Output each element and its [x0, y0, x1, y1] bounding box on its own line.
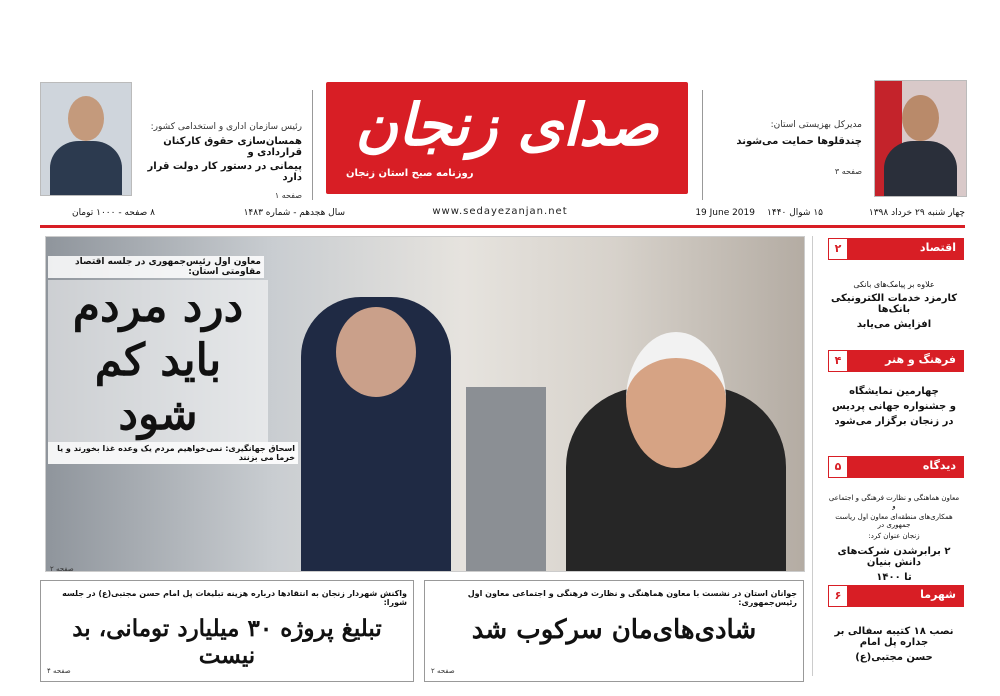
year-issue: سال هجدهم - شماره ۱۴۸۳ — [243, 208, 345, 218]
photo-conveyor — [466, 387, 546, 572]
sidebar-story-0[interactable]: علاوه بر پیامک‌های بانکی کارمزد خدمات الکترونیکی بانک‌ها افزایش می‌یابد — [830, 280, 958, 330]
masthead-logo[interactable] — [326, 82, 688, 194]
photo-figure-head — [336, 307, 416, 397]
divider-left — [312, 90, 313, 200]
top-rule — [40, 225, 965, 228]
logo-subtitle: روزنامه صبح استان زنجان — [346, 168, 474, 179]
date-gregorian: 19 June 2019 — [695, 208, 755, 218]
website[interactable]: www.sedayezanjan.net — [432, 206, 568, 217]
bottom-right-story[interactable] — [424, 580, 804, 682]
bottom-left-page: صفحه ۴ — [47, 667, 71, 675]
top-left-headline-2: پیمانی در دستور کار دولت قرار دارد — [147, 161, 302, 183]
bottom-right-page: صفحه ۲ — [431, 667, 455, 675]
top-left-page: صفحه ۱ — [274, 191, 302, 200]
main-quote: اسحاق جهانگیری: نمی‌خواهیم مردم یک وعده غذا بخورند و یا خرما می بزنند — [48, 442, 298, 464]
bottom-left-kicker: واکنش شهردار زنجان به انتقادها درباره هزینه تبلیغات پل امام حسن مجتبی(ع) در جلسه شورا: — [62, 589, 407, 607]
top-right-page: صفحه ۳ — [834, 167, 862, 176]
top-left-teaser[interactable] — [140, 122, 302, 200]
bottom-left-story[interactable] — [40, 580, 414, 682]
photo-worker-head — [626, 332, 726, 468]
sidebar-story-3[interactable]: نصب ۱۸ کتیبه سفالی بر جداره پل امام حسن مجتبی(ع) — [834, 626, 954, 663]
sidebar-cat-3[interactable]: ۶ شهرما — [828, 585, 964, 607]
sidebar-cat-2[interactable]: ۵ دیدگاه — [828, 456, 964, 478]
main-headline[interactable] — [48, 280, 268, 442]
main-kicker: معاون اول رئیس‌جمهوری در جلسه اقتصاد مقاومتی استان: — [48, 256, 264, 278]
price: ۸ صفحه - ۱۰۰۰ تومان — [71, 208, 155, 218]
top-right-headline: چندقلوها حمایت می‌شوند — [736, 136, 862, 147]
logo-title: صدای زنجان — [355, 91, 659, 159]
date-hijri: ۱۵ شوال ۱۴۴۰ — [767, 208, 823, 218]
main-headline-1: درد مردم — [72, 281, 244, 332]
sidebar-cat-0[interactable]: ۲ اقتصاد — [828, 238, 964, 260]
bottom-right-headline: شادی‌های‌مان سرکوب شد — [471, 615, 757, 645]
top-left-kicker: رئیس سازمان اداری و استخدامی کشور: — [150, 122, 302, 132]
bottom-left-headline: تبلیغ پروژه ۳۰ میلیارد تومانی، بد نیست — [72, 615, 382, 669]
divider-right — [702, 90, 703, 200]
sidebar-story-2[interactable]: معاون هماهنگی و نظارت فرهنگی و اجتماعی و همکاری‌های منطقه‌ای معاون اول ریاست جمهوری در زنجان عنوان کرد: ۲ برابرشدن شرکت‌های دانش بنیان تا ۱۴۰۰ — [828, 494, 960, 583]
sidebar-cat-1[interactable]: ۴ فرهنگ و هنر — [828, 350, 964, 372]
sidebar-story-1[interactable]: چهارمین نمایشگاه و جشنواره جهانی پردیس در زنجان برگزار می‌شود — [832, 386, 956, 427]
bottom-right-kicker: جوانان استان در نشست با معاون هماهنگی و نظارت فرهنگی و اجتماعی معاون اول رئیس‌جمهوری: — [467, 589, 797, 607]
top-right-kicker: مدیرکل بهزیستی استان: — [770, 120, 862, 130]
date-persian: چهار شنبه ۲۹ خرداد ۱۳۹۸ — [868, 208, 965, 218]
dateline-bar — [40, 208, 965, 222]
main-headline-2: باید کم شود — [94, 335, 222, 440]
top-left-headline-1: همسان‌سازی حقوق کارکنان قراردادی و — [163, 136, 302, 158]
top-right-teaser[interactable] — [712, 120, 862, 176]
teaser-photo-left — [40, 82, 132, 196]
teaser-photo-right — [874, 80, 967, 197]
main-page-ref: صفحه ۲ — [50, 565, 74, 573]
